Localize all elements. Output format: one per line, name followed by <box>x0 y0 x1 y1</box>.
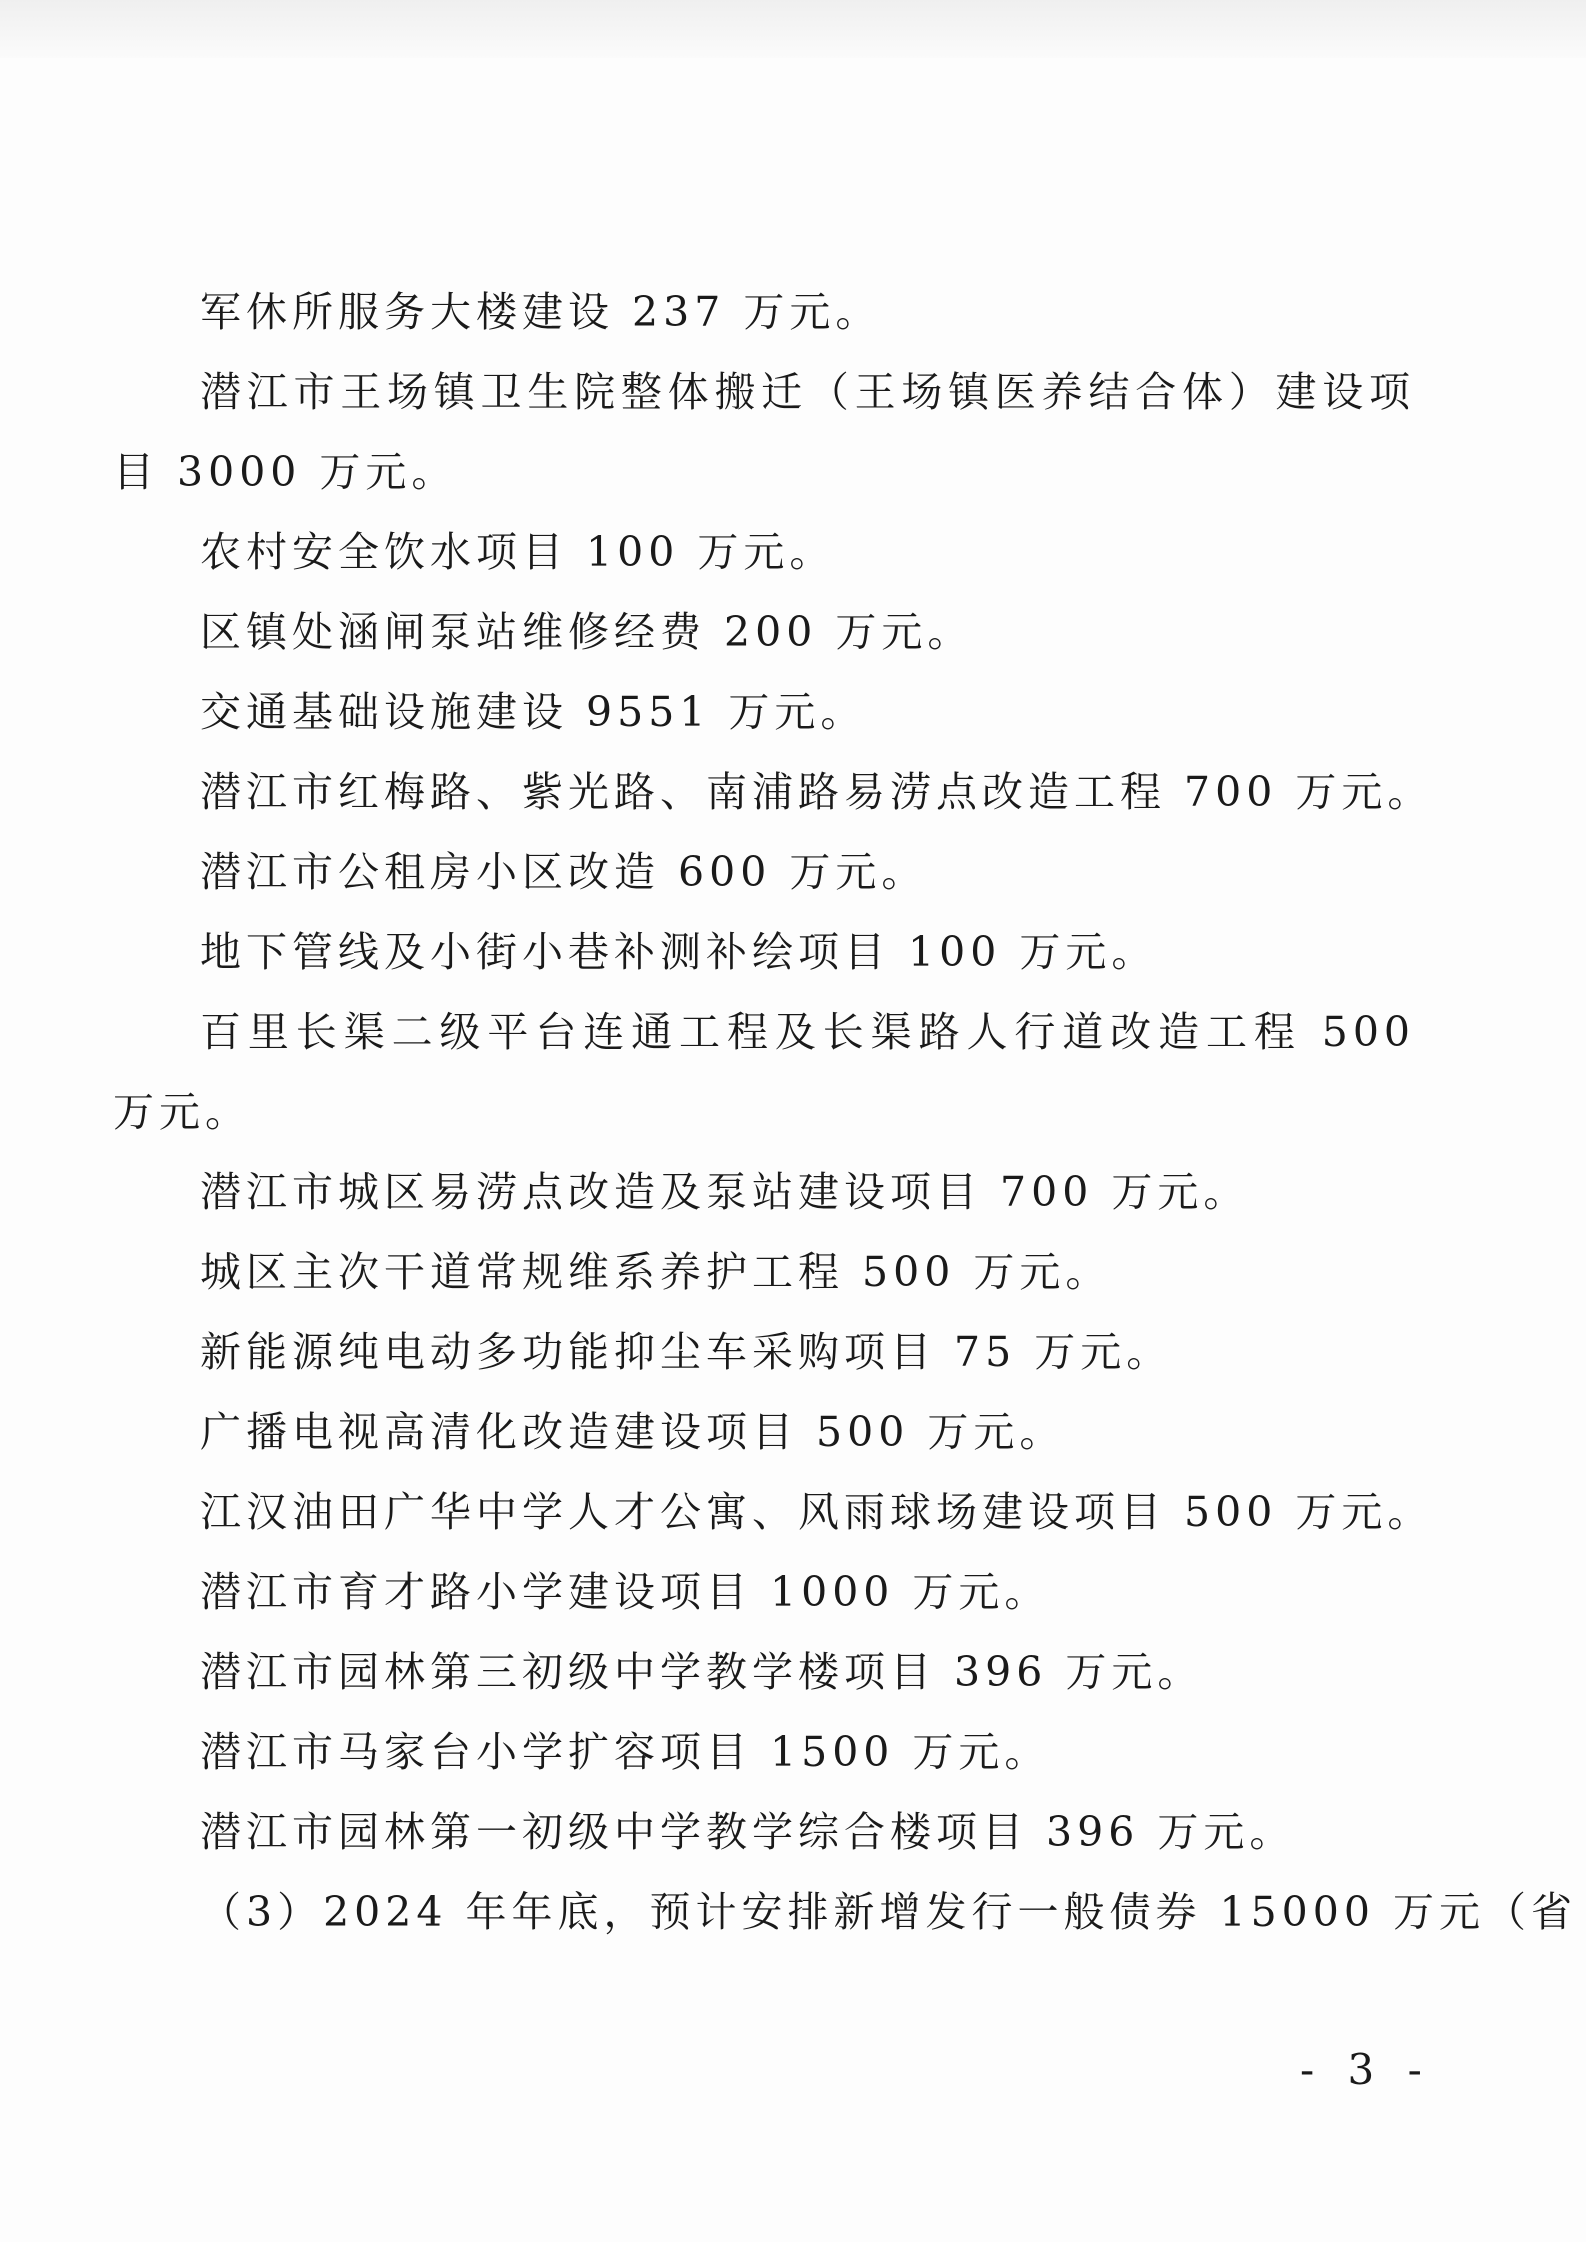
document-body <box>113 272 1577 1952</box>
scan-top-shade <box>0 0 1586 58</box>
paragraph-15: 潜江市育才路小学建设项目 1000 万元。 <box>200 1568 1051 1616</box>
paragraph-6: 潜江市红梅路、紫光路、南浦路易涝点改造工程 700 万元。 <box>200 768 1434 816</box>
paragraph-1: 军休所服务大楼建设 237 万元。 <box>200 288 882 336</box>
paragraph-17: 潜江市马家台小学扩容项目 1500 万元。 <box>200 1728 1051 1776</box>
paragraph-4: 区镇处涵闸泵站维修经费 200 万元。 <box>200 608 974 656</box>
paragraph-16: 潜江市园林第三初级中学教学楼项目 396 万元。 <box>200 1648 1204 1696</box>
page-number: - 3 - <box>1300 2045 1432 2094</box>
paragraph-11: 城区主次干道常规维系养护工程 500 万元。 <box>200 1248 1112 1296</box>
paragraph-19: （3）2024 年年底，预计安排新增发行一般债券 15000 万元（省 <box>200 1888 1577 1936</box>
paragraph-3: 农村安全饮水项目 100 万元。 <box>200 528 836 576</box>
paragraph-5: 交通基础设施建设 9551 万元。 <box>200 688 867 736</box>
paragraph-13: 广播电视高清化改造建设项目 500 万元。 <box>200 1408 1066 1456</box>
paragraph-12: 新能源纯电动多功能抑尘车采购项目 75 万元。 <box>200 1328 1173 1376</box>
paragraph-9: 百里长渠二级平台连通工程及长渠路人行道改造工程 500 万元。 <box>113 1008 1415 1136</box>
paragraph-2: 潜江市王场镇卫生院整体搬迁（王场镇医养结合体）建设项目 3000 万元。 <box>113 368 1415 496</box>
paragraph-18: 潜江市园林第一初级中学教学综合楼项目 396 万元。 <box>200 1808 1296 1856</box>
paragraph-8: 地下管线及小街小巷补测补绘项目 100 万元。 <box>200 928 1158 976</box>
paragraph-7: 潜江市公租房小区改造 600 万元。 <box>200 848 928 896</box>
paragraph-10: 潜江市城区易涝点改造及泵站建设项目 700 万元。 <box>200 1168 1250 1216</box>
paragraph-14: 江汉油田广华中学人才公寓、风雨球场建设项目 500 万元。 <box>200 1488 1434 1536</box>
